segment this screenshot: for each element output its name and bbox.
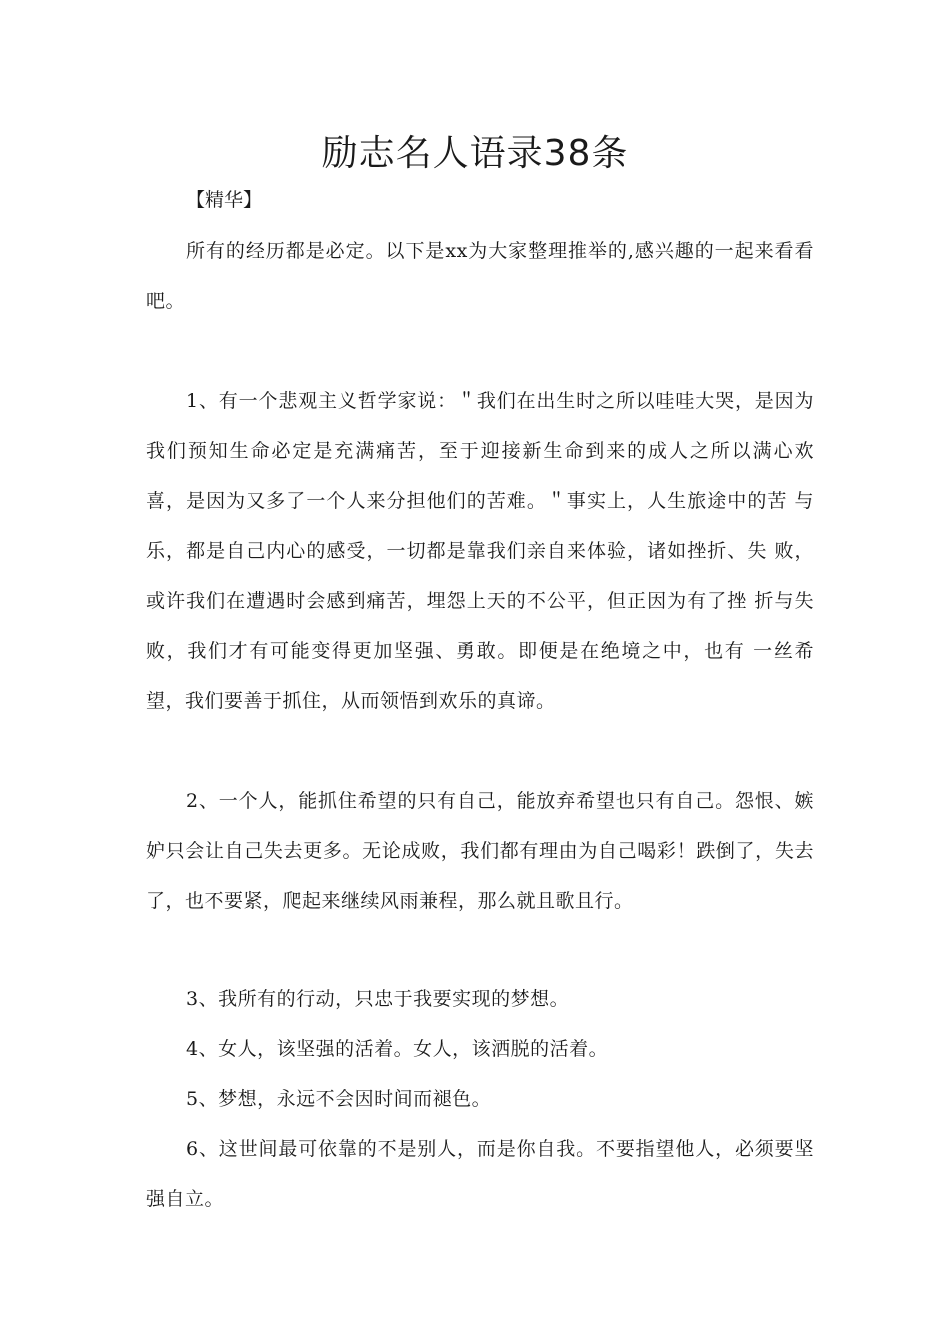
quote-paragraph-4: 4、女人，该坚强的活着。女人，该洒脱的活着。 <box>186 1038 609 1060</box>
quote-paragraph-1: 1、有一个悲观主义哲学家说：＂我们在出生时之所以哇哇大哭，是因为 我们预知生命必定是充满痛苦，至于迎接新生命到来的成人之所以满心欢 喜，是因为又多了一个人来分担他们的苦难。＂事实上，人生旅途中的苦 与乐，都是自己内心的感受，一切都是靠我们亲自来体验，诸如挫折、失 败，或许我们在遭遇时会感到痛苦，埋怨上天的不公平，但正因为有了挫 折与失败，我们才有可能变得更加坚强、勇敢。即便是在绝境之中，也有 一丝希望，我们要善于抓住，从而领悟到欢乐的真谛。 <box>146 390 814 712</box>
document-title: 励志名人语录38条 <box>321 133 629 174</box>
quote-paragraph-3: 3、我所有的行动，只忠于我要实现的梦想。 <box>186 988 570 1010</box>
quote-paragraph-2: 2、一个人，能抓住希望的只有自己，能放弃希望也只有自己。怨恨、嫉妒只会让自己失去更多。无论成败，我们都有理由为自己喝彩！跌倒了，失去了，也不要紧，爬起来继续风雨兼程，那么就且歌且行。 <box>146 790 814 912</box>
quote-paragraph-5: 5、梦想，永远不会因时间而褪色。 <box>186 1088 492 1110</box>
intro-paragraph: 所有的经历都是必定。以下是xx为大家整理推举的,感兴趣的一起来看看吧。 <box>146 240 814 312</box>
quote-paragraph-6: 6、这世间最可依靠的不是别人，而是你自我。不要指望他人，必须要坚强自立。 <box>146 1138 814 1210</box>
document-tag: 【精华】 <box>186 189 263 211</box>
